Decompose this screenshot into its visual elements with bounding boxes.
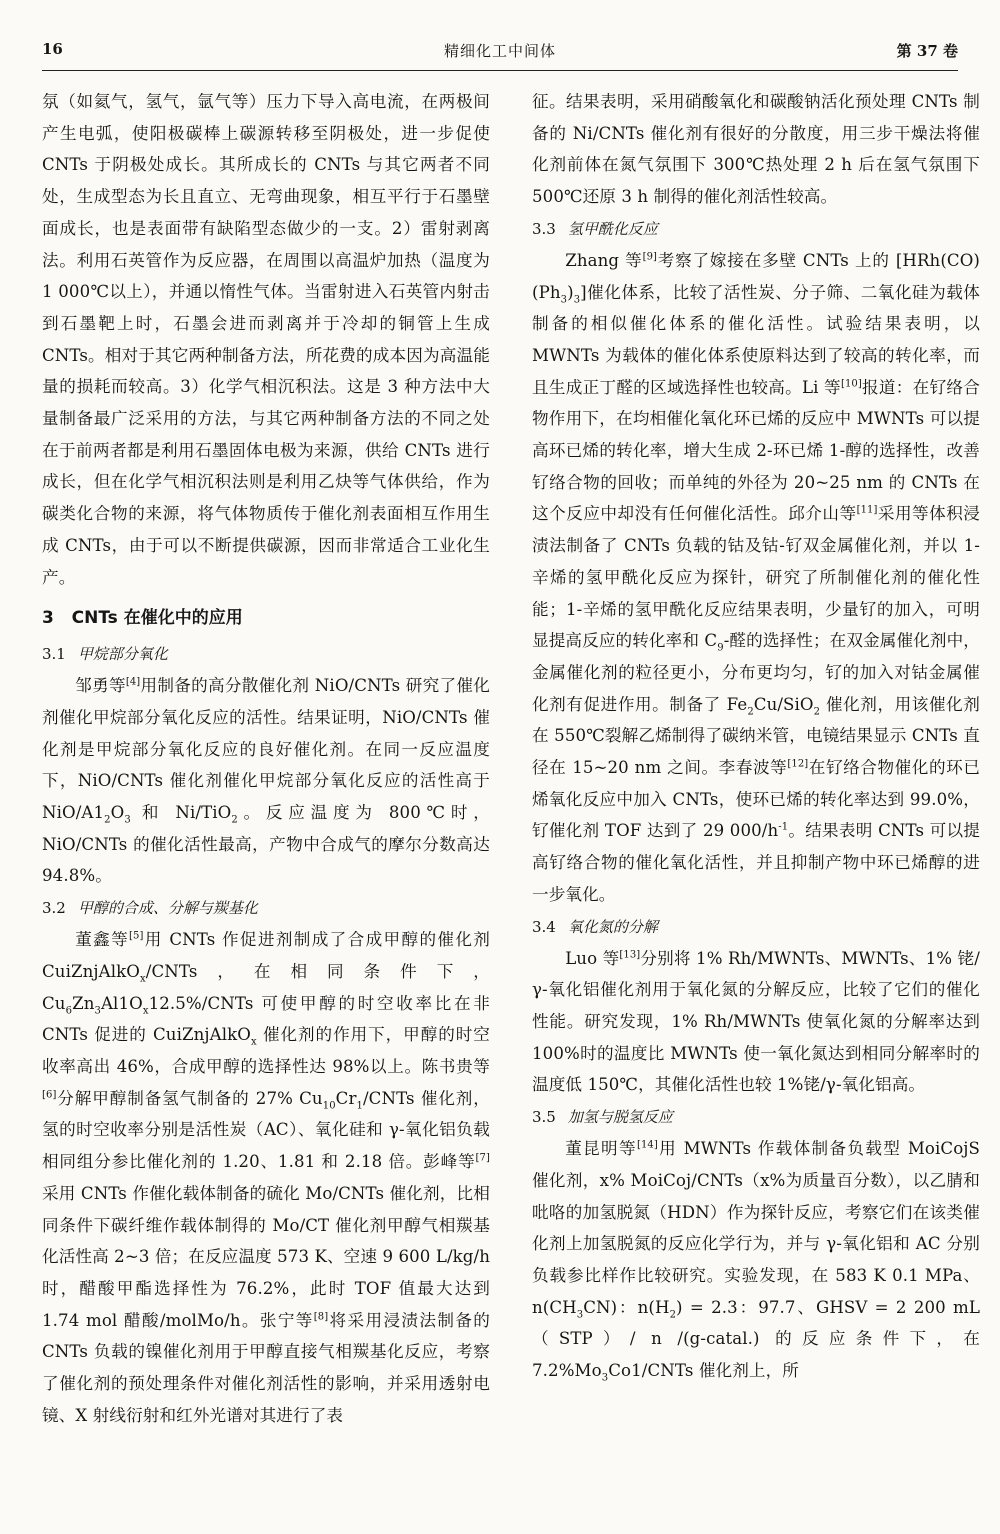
citation: [5] [129, 930, 144, 942]
citation: [10] [840, 378, 862, 390]
subsection-title: 加氢与脱氢反应 [567, 1108, 673, 1127]
paragraph-3-4: Luo 等[13]分别将 1% Rh/MWNTs、MWNTs、1% 铑/γ-氧化铝催化剂用于氧化氮的分解反应，比较了它们的催化性能。研究发现，1% Rh/MWNTs 使氧化氮的分解率达到 100%时的温度比 MWNTs 使一氧化氮达到相同分解率时的温度低 150℃，其催化活性也较 1%铑/γ-氧化铝高。 [532, 948, 980, 1095]
journal-title: 精细化工中间体 [443, 42, 556, 60]
citation: [11] [856, 504, 878, 516]
header-rule [42, 70, 958, 71]
subsection-title: 氧化氮的分解 [567, 917, 658, 936]
citation: [12] [787, 758, 809, 770]
paragraph-3-3: Zhang 等[9]考察了嫁接在多壁 CNTs 上的 $[HRh(CO)(Ph_3)_3]$催化体系，比较了活性炭、分子筛、二氧化硅为载体制备的相似催化体系的催化活性。试验结果表明，以 MWNTs 为载体的催化体系使原料达到了较高的转化率，而且生成正丁醛的区域选择性也较高。Li 等[10]报道：在钌络合物作用下，在均相催化氧化环已烯的反应中 MWNTs 可以提高环已烯的转化率，增大生成 2-环已烯 1-醇的选择性，改善钌络合物的回收；而单纯的外径为 20~25 nm 的 CNTs 在这个反应中却没有任何催化活性。邱介山等[11]采用等体积浸渍法制备了 CNTs 负载的钴及钴-钌双金属催化剂，并以 1-辛烯的氢甲酰化反应为探针，研究了所制催化剂的催化性能；1-辛烯的氢甲酰化反应结果表明，少量钌的加入，可明显提高反应的转化率和 $C_9-$醛的选择性；在双金属催化剂中，金属催化剂的粒径更小，分布更均匀，钌的加入对钴金属催化剂有促进作用。制备了 $Fe_2Cu/SiO_2$ 催化剂，用该催化剂在 550℃裂解乙烯制得了碳纳米管，电镜结果显示 CNTs 直径在 15~20 nm 之间。李春波等[12]在钌络合物催化的环已烯氧化反应中加入 CNTs，使环已烯的转化率达到 99.0%，钌催化剂 TOF 达到了 29 $000/h^{-1}$。结果表明 CNTs 可以提高钌络合物的催化氧化活性，并且抑制产物中环已烯醇的进一步氧化。 [532, 250, 981, 904]
paragraph-3-1: 邹勇等[4]用制备的高分散催化剂 NiO/CNTs 研究了催化剂催化甲烷部分氧化反应的活性。结果证明，NiO/CNTs 催化剂是甲烷部分氧化反应的良好催化剂。在同一反应温度下，NiO/CNTs 催化剂催化甲烷部分氧化反应的活性高于 NiO/$A1_2O_3$ 和 Ni/TiO$_2$。反应温度为 800℃时，NiO/CNTs 的催化活性最高，产物中合成气的摩尔分数高达 94.8%。 [42, 676, 490, 886]
volume-label: 第 37 卷 [896, 42, 958, 60]
page-header [42, 36, 958, 62]
subsection-title: 甲烷部分氧化 [77, 645, 168, 664]
subsection-number: 3.5 [532, 1108, 556, 1127]
right-column [532, 86, 980, 1387]
subsection-heading-3-4 [532, 914, 980, 940]
subsection-number: 3.1 [42, 645, 66, 664]
citation: [4] [125, 676, 141, 688]
citation: [9] [642, 251, 658, 263]
left-column [42, 86, 490, 1431]
section-number: 3 [42, 608, 54, 629]
paragraph-continued: 征。结果表明，采用硝酸氧化和碳酸钠活化预处理 CNTs 制备的 Ni/CNTs 催化剂有很好的分散度，用三步干燥法将催化剂前体在氮气氛围下 300℃热处理 2 h 后在氢气氛围下 500℃还原 3 h 制得的催化剂活性较高。 [532, 92, 980, 207]
subsection-heading-3-3 [532, 216, 980, 242]
citation: [13] [619, 949, 641, 961]
subsection-number: 3.3 [532, 219, 556, 238]
citation: [6] [42, 1089, 57, 1101]
citation: [14] [636, 1139, 658, 1151]
subsection-title: 甲醇的合成、分解与羰基化 [77, 899, 258, 918]
paragraph-cnt-preparation: 氛（如氦气，氢气，氩气等）压力下导入高电流，在两极间产生电弧，使阳极碳棒上碳源转移至阴极处，进一步促使 CNTs 于阴极处成长。其所成长的 CNTs 与其它两者不同处，生成型态为长且直立、无弯曲现象，相互平行于石墨壁面成长，也是表面带有缺陷型态做少的一支。2）雷射剥离法。利用石英管作为反应器，在周围以高温炉加热（温度为 1 000℃以上），并通以惰性气体。当雷射进入石英管内射击到石墨靶上时，石墨会进而剥离并于冷却的铜管上生成 CNTs。相对于其它两种制备方法，所花费的成本因为高温能量的损耗而较高。3）化学气相沉积法。这是 3 种方法中大量制备最广泛采用的方法，与其它两种制备方法的不同之处在于前两者都是利用石墨固体电极为来源，供给 CNTs 进行成长，但在化学气相沉积法则是利用乙炔等气体供给，作为碳类化合物的来源，将气体物质传于催化剂表面相互作用生成 CNTs，由于可以不断提供碳源，因而非常适合工业化生产。 [42, 92, 490, 587]
subsection-heading-3-5 [532, 1104, 980, 1130]
paragraph-3-2: 董鑫等[5]用 CNTs 作促进剂制成了合成甲醇的催化剂 CuiZnjAlkO$_x$/CNTs，在相同条件下，$Cu_6Zn_3Al1O_x12.5\%$/CNTs 可使甲醇的时空收率比在非 CNTs 促进的 CuiZnjAlkO$_x$ 催化剂的作用下，甲醇的时空收率高出 46%，合成甲醇的选择性达 98%以上。陈书贵等[6]分解甲醇制备氢气制备的 27% $Cu_{10}Cr_1$/CNTs 催化剂，氢的时空收率分别是活性炭（AC）、氧化硅和 γ-氧化铝负载相同组分参比催化剂的 1.20、1.81 和 2.18 倍。彭峰等[7]采用 CNTs 作催化载体制备的硫化 Mo/CNTs 催化剂，比相同条件下碳纤维作载体制得的 Mo/CT 催化剂甲醇气相羰基化活性高 2~3 倍；在反应温度 573 K、空速 9 600 L/kg/h 时，醋酸甲酯选择性为 76.2%，此时 TOF 值最大达到 1.74 mol 醋酸/molMo/h。张宁等[8]将采用浸渍法制备的 CNTs 负载的镍催化剂用于甲醇直接气相羰基化反应，考察了催化剂的预处理条件对催化剂活性的影响，并采用透射电镜、X 射线衍射和红外光谱对其进行了表 [42, 930, 490, 1425]
page-number: 16 [42, 40, 63, 58]
subsection-heading-3-1 [42, 641, 490, 667]
subsection-heading-3-2 [42, 895, 490, 921]
citation: [8] [313, 1311, 329, 1323]
subsection-number: 3.2 [42, 899, 66, 918]
subsection-number: 3.4 [532, 917, 556, 936]
section-heading-3 [42, 603, 490, 633]
subsection-title: 氢甲酰化反应 [567, 219, 658, 238]
citation: [7] [475, 1152, 490, 1164]
section-title: CNTs 在催化中的应用 [71, 608, 243, 629]
paragraph-3-5: 董昆明等[14]用 MWNTs 作载体制备负载型 MoiCojS 催化剂，x% MoiCoj/CNTs（x%为质量百分数），以乙腈和吡咯的加氢脱氮（HDN）作为探针反应，考察它们在该类催化剂上加氢脱氮的反应化学行为，并与 γ-氧化铝和 AC 分别负载参比样作比较研究。实验发现，在 583 K 0.1 MPa、$n(CH_3CN)$：$n(H_2) = 2.3$：97.7、GHSV = 2 200 mL（STP）/ n /(g-catal.) 的反应条件下，在 $7.2\%Mo_3Co1$/CNTs 催化剂上，所 [532, 1139, 981, 1384]
